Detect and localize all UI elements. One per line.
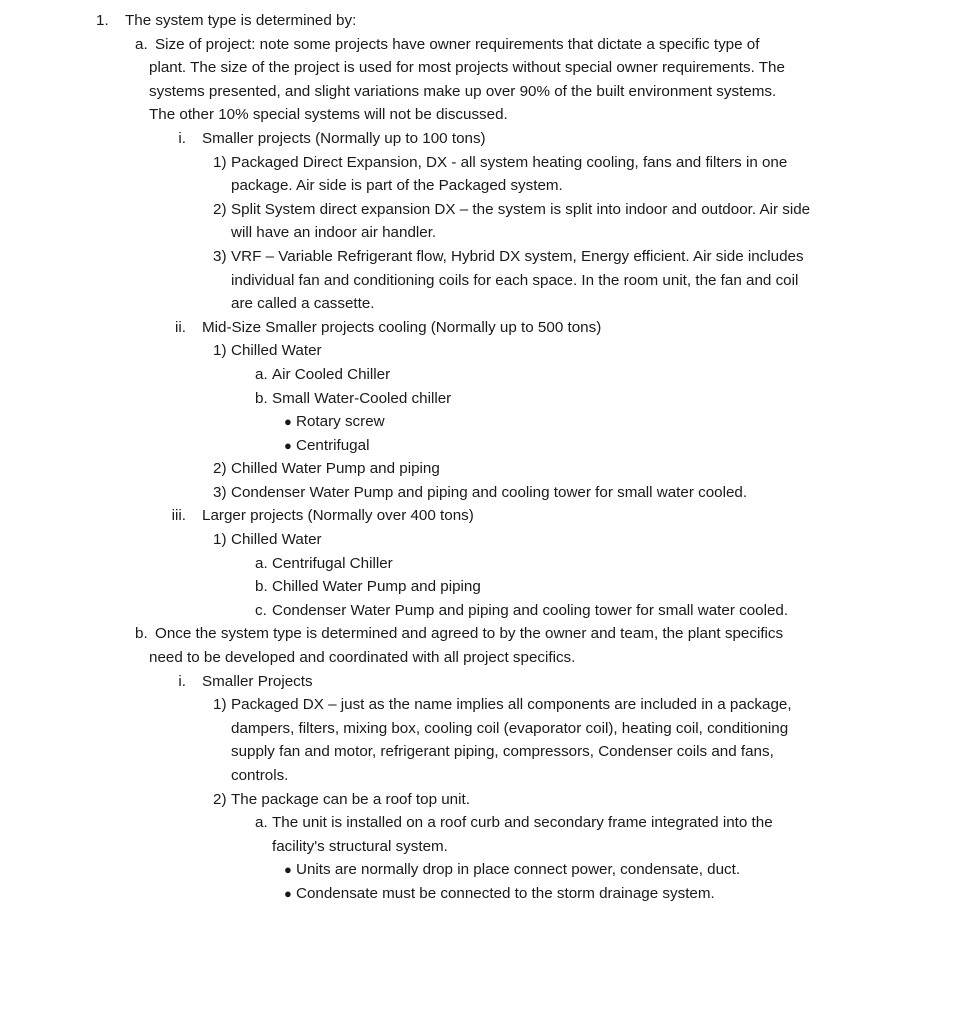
list-continuation xyxy=(0,646,962,670)
list-item-a-i-2 xyxy=(0,198,962,222)
list-item-a-i-1 xyxy=(0,151,962,175)
list-continuation xyxy=(0,835,962,859)
document-page xyxy=(0,9,962,906)
list-text: systems presented, and slight variations make up over 90% of the built environment systems. xyxy=(149,82,777,100)
bullet-item xyxy=(0,410,962,434)
list-marker: a. xyxy=(135,35,148,53)
list-text: facility's structural system. xyxy=(272,837,448,855)
list-text: Split System direct expansion DX – the system is split into indoor and outdoor. Air side xyxy=(231,200,811,218)
list-marker: b. xyxy=(255,578,268,596)
list-item-a-ii xyxy=(0,316,962,340)
list-item-a xyxy=(0,33,962,57)
list-item-a-i xyxy=(0,127,962,151)
list-text: VRF – Variable Refrigerant flow, Hybrid DX system, Energy efficient. Air side includes xyxy=(231,247,804,265)
list-marker: iii. xyxy=(171,507,186,525)
list-text: The system type is determined by: xyxy=(125,12,357,29)
list-marker: 1) xyxy=(213,153,227,171)
list-continuation xyxy=(0,221,962,245)
list-item-a-ii-2 xyxy=(0,457,962,481)
list-marker: i. xyxy=(178,129,186,147)
list-continuation xyxy=(0,174,962,198)
list-item-a-i-3 xyxy=(0,245,962,269)
list-marker: 1) xyxy=(213,342,227,360)
list-item-1 xyxy=(0,9,962,33)
list-item-a-ii-1 xyxy=(0,339,962,363)
list-marker: b. xyxy=(255,389,268,407)
list-marker: a. xyxy=(255,554,268,572)
list-text: need to be developed and coordinated with all project specifics. xyxy=(149,649,576,667)
list-text: Chilled Water Pump and piping xyxy=(231,460,440,478)
list-continuation xyxy=(0,740,962,764)
list-text: package. Air side is part of the Packaged system. xyxy=(231,177,563,195)
bullet-icon: ● xyxy=(284,414,292,430)
list-item-b-i-1 xyxy=(0,693,962,717)
bullet-item xyxy=(0,858,962,882)
list-marker: 2) xyxy=(213,460,227,478)
list-text: Condenser Water Pump and piping and cooling tower for small water cooled. xyxy=(272,601,789,619)
list-text: Small Water-Cooled chiller xyxy=(272,389,452,407)
bullet-item xyxy=(0,434,962,458)
list-marker: 3) xyxy=(213,247,227,265)
list-text: are called a cassette. xyxy=(231,295,375,313)
list-continuation xyxy=(0,56,962,80)
list-marker: 2) xyxy=(213,200,227,218)
list-text: Once the system type is determined and agreed to by the owner and team, the plant specifics xyxy=(155,625,784,643)
list-text: Condenser Water Pump and piping and cooling tower for small water cooled. xyxy=(231,483,748,501)
list-text: dampers, filters, mixing box, cooling coil (evaporator coil), heating coil, conditioning xyxy=(231,719,789,737)
list-marker: i. xyxy=(178,672,186,690)
list-marker: 2) xyxy=(213,790,227,808)
list-text: Rotary screw xyxy=(296,413,385,431)
list-text: Smaller Projects xyxy=(202,672,313,690)
list-text: Condensate must be connected to the storm drainage system. xyxy=(296,884,715,902)
bullet-icon: ● xyxy=(284,862,292,878)
list-text: Packaged Direct Expansion, DX - all system heating cooling, fans and filters in one xyxy=(231,153,788,171)
list-item-b-i-2 xyxy=(0,788,962,812)
list-text: The unit is installed on a roof curb and secondary frame integrated into the xyxy=(272,814,773,832)
list-text: Units are normally drop in place connect power, condensate, duct. xyxy=(296,861,741,879)
list-text: Centrifugal xyxy=(296,436,370,454)
list-item-a-iii-1-b xyxy=(0,575,962,599)
list-item-a-iii-1-a xyxy=(0,552,962,576)
list-marker: a. xyxy=(255,365,268,383)
list-text: Centrifugal Chiller xyxy=(272,554,393,572)
list-continuation xyxy=(0,103,962,127)
list-item-a-iii-1-c xyxy=(0,599,962,623)
list-item-a-ii-1-b xyxy=(0,387,962,411)
list-item-a-ii-1-a xyxy=(0,363,962,387)
list-text: will have an indoor air handler. xyxy=(231,224,437,242)
list-continuation xyxy=(0,764,962,788)
list-text: The other 10% special systems will not be discussed. xyxy=(149,106,508,124)
list-continuation xyxy=(0,269,962,293)
bullet-icon: ● xyxy=(284,885,292,901)
list-text: Larger projects (Normally over 400 tons) xyxy=(202,507,474,525)
list-text: Size of project: note some projects have owner requirements that dictate a specific type of xyxy=(155,35,760,53)
list-marker: a. xyxy=(255,814,268,832)
bullet-item xyxy=(0,882,962,906)
list-marker: ii. xyxy=(175,318,186,336)
list-text: controls. xyxy=(231,767,289,784)
list-text: Chilled Water Pump and piping xyxy=(272,578,481,596)
list-marker: c. xyxy=(255,601,267,619)
list-continuation xyxy=(0,80,962,104)
list-text: individual fan and conditioning coils for each space. In the room unit, the fan and coil xyxy=(231,271,799,289)
bullet-icon: ● xyxy=(284,437,292,453)
list-text: Mid-Size Smaller projects cooling (Normally up to 500 tons) xyxy=(202,318,602,336)
list-marker: 1. xyxy=(96,12,109,29)
list-text: Chilled Water xyxy=(231,531,322,549)
list-text: Packaged DX – just as the name implies all components are included in a package, xyxy=(231,696,792,714)
list-item-a-ii-3 xyxy=(0,481,962,505)
list-marker: b. xyxy=(135,625,148,643)
list-text: Smaller projects (Normally up to 100 tons) xyxy=(202,129,486,147)
list-continuation xyxy=(0,717,962,741)
list-item-b xyxy=(0,622,962,646)
list-marker: 1) xyxy=(213,696,227,714)
list-text: supply fan and motor, refrigerant piping, compressors, Condenser coils and fans, xyxy=(231,743,774,761)
list-text: Air Cooled Chiller xyxy=(272,365,391,383)
list-text: plant. The size of the project is used for most projects without special owner requirements. The xyxy=(149,59,785,77)
list-item-a-iii-1 xyxy=(0,528,962,552)
list-continuation xyxy=(0,292,962,316)
list-text: Chilled Water xyxy=(231,342,322,360)
list-marker: 1) xyxy=(213,531,227,549)
list-text: The package can be a roof top unit. xyxy=(231,790,470,808)
list-marker: 3) xyxy=(213,483,227,501)
list-item-b-i-2-a xyxy=(0,811,962,835)
list-item-b-i xyxy=(0,670,962,694)
list-item-a-iii xyxy=(0,504,962,528)
